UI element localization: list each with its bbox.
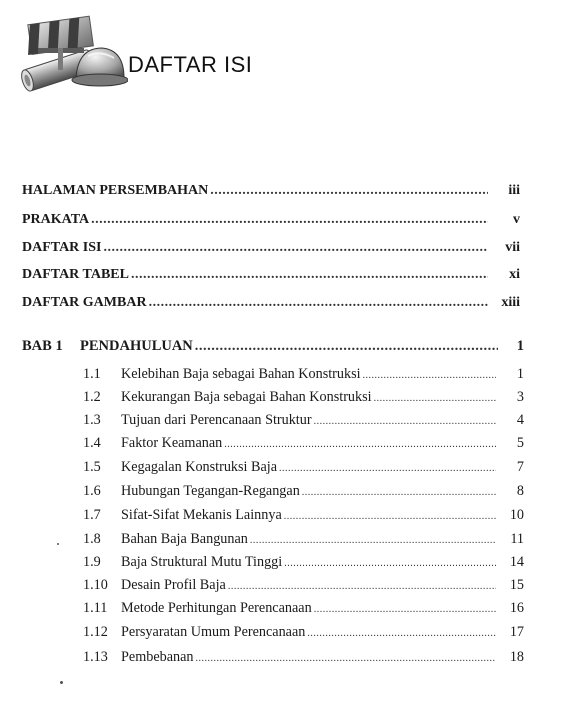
section-number: 1.10 (83, 577, 108, 593)
dot-leader (284, 511, 496, 522)
dot-leader (210, 183, 488, 199)
section-number: 1.3 (83, 412, 101, 428)
toc-front-item[interactable] (22, 240, 520, 256)
toc-section-item[interactable] (83, 412, 524, 429)
section-title: Kelebihan Baja sebagai Bahan Konstruksi (121, 366, 361, 382)
toc-front-item[interactable] (22, 267, 520, 283)
section-number: 1.5 (83, 459, 101, 475)
section-title: Sifat-Sifat Mekanis Lainnya (121, 507, 282, 523)
section-number: 1.8 (83, 531, 101, 547)
dot-leader (307, 628, 496, 639)
toc-page-number: 11 (510, 531, 524, 547)
dot-leader (250, 535, 496, 546)
toc-page-number: 17 (509, 624, 524, 640)
chapter-number: BAB 1 (22, 338, 63, 354)
dot-leader (314, 416, 496, 427)
dot-leader (224, 439, 496, 450)
section-title: Hubungan Tegangan-Regangan (121, 483, 300, 499)
toc-page-number: 1 (516, 366, 524, 382)
scan-speck (60, 681, 63, 684)
toc-section-item[interactable] (83, 554, 524, 571)
section-title: Baja Struktural Mutu Tinggi (121, 554, 283, 570)
dot-leader (374, 393, 496, 404)
dot-leader (103, 240, 488, 256)
dot-leader (149, 295, 488, 311)
dot-leader (131, 267, 488, 283)
toc-section-item[interactable] (83, 577, 524, 594)
dot-leader (302, 487, 496, 498)
toc-page-number: 3 (516, 389, 524, 405)
dot-leader (91, 212, 488, 228)
dot-leader (363, 370, 496, 381)
toc-page-number: 8 (516, 483, 524, 499)
toc-page-number: 16 (509, 600, 524, 616)
toc-page-number: 7 (516, 459, 524, 475)
section-title: Tujuan dari Perencanaan Struktur (121, 412, 312, 428)
toc-page-number: v (513, 212, 520, 227)
toc-section-item[interactable] (83, 459, 524, 476)
toc-page-number: xiii (501, 295, 520, 310)
section-number: 1.6 (83, 483, 101, 499)
dot-leader (195, 338, 498, 355)
toc-section-item[interactable] (83, 389, 524, 406)
toc-page-number: 10 (509, 507, 524, 523)
section-number: 1.2 (83, 389, 101, 405)
toc-front-item[interactable] (22, 212, 520, 228)
toc-page-number: 18 (509, 649, 524, 665)
scan-speck (57, 543, 59, 545)
toc-label: HALAMAN PERSEMBAHAN (22, 183, 209, 198)
toc-section-item[interactable] (83, 624, 524, 641)
dot-leader (284, 558, 496, 569)
section-number: 1.13 (83, 649, 108, 665)
toc-page-number: xi (509, 267, 520, 282)
toc-label: DAFTAR GAMBAR (22, 295, 147, 310)
section-title: Faktor Keamanan (121, 435, 223, 451)
section-title: Persyaratan Umum Perencanaan (121, 624, 306, 640)
toc-section-item[interactable] (83, 649, 524, 666)
toc-page-number: 1 (516, 338, 524, 354)
toc-page-number: iii (508, 183, 520, 198)
toc-section-item[interactable] (83, 531, 524, 548)
dot-leader (279, 463, 496, 474)
toc-section-item[interactable] (83, 435, 524, 452)
toc-page-number: 4 (516, 412, 524, 428)
section-number: 1.7 (83, 507, 101, 523)
section-number: 1.9 (83, 554, 101, 570)
dot-leader (196, 653, 497, 664)
section-title: Desain Profil Baja (121, 577, 226, 593)
section-number: 1.1 (83, 366, 101, 382)
section-title: Kegagalan Konstruksi Baja (121, 459, 278, 475)
section-title: Pembebanan (121, 649, 194, 665)
toc-label: PRAKATA (22, 212, 90, 227)
section-title: Metode Perhitungan Perencanaan (121, 600, 312, 616)
toc-chapter-item[interactable] (22, 338, 524, 355)
chapter-title: PENDAHULUAN (80, 338, 193, 354)
toc-section-item[interactable] (83, 600, 524, 617)
toc-section-item[interactable] (83, 483, 524, 500)
toc-section-item[interactable] (83, 507, 524, 524)
construction-materials-icon (18, 8, 128, 103)
toc-page-number: 15 (509, 577, 524, 593)
toc-section-item[interactable] (83, 366, 524, 383)
page-title: DAFTAR ISI (128, 52, 253, 77)
toc-page-number: vii (505, 240, 520, 255)
dot-leader (228, 581, 496, 592)
toc-front-item[interactable] (22, 295, 520, 311)
section-number: 1.4 (83, 435, 101, 451)
section-number: 1.12 (83, 624, 108, 640)
section-title: Kekurangan Baja sebagai Bahan Konstruksi (121, 389, 372, 405)
toc-front-item[interactable] (22, 183, 520, 199)
toc-label: DAFTAR ISI (22, 240, 102, 255)
toc-label: DAFTAR TABEL (22, 267, 129, 282)
dot-leader (314, 604, 496, 615)
toc-page-number: 5 (516, 435, 524, 451)
section-number: 1.11 (83, 600, 108, 616)
toc-page-number: 14 (509, 554, 524, 570)
section-title: Bahan Baja Bangunan (121, 531, 248, 547)
